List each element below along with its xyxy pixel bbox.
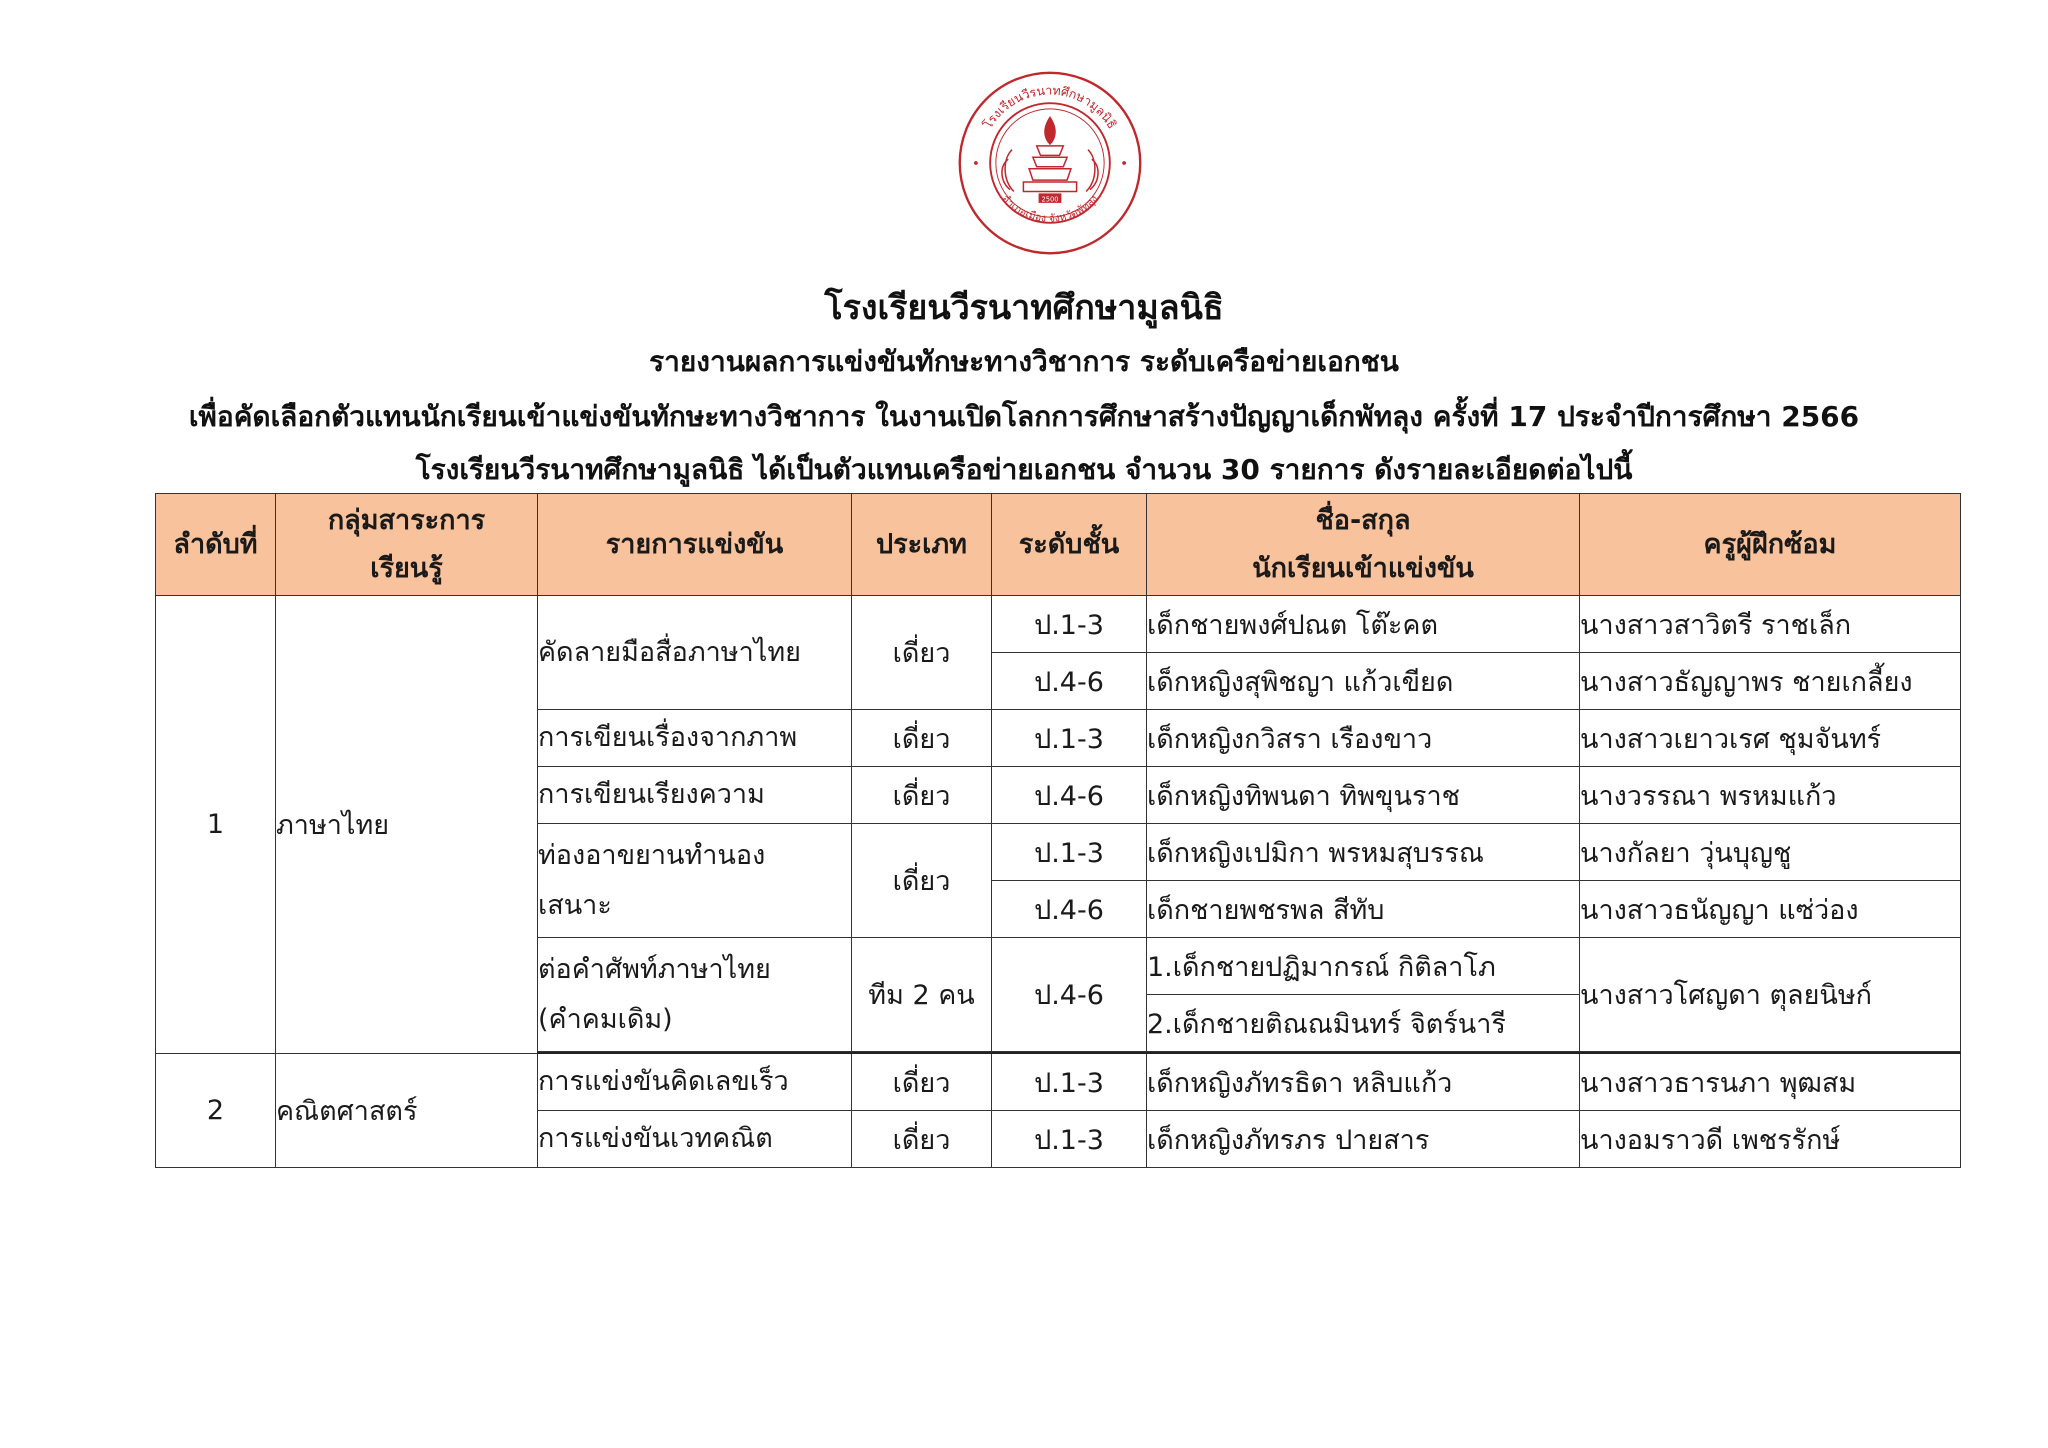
seal-text-top: โรงเรียนวีรนาทศึกษามูลนิธิ — [980, 83, 1120, 132]
table-row — [156, 596, 1961, 653]
coach-name: นางสาวเยาวเรศ ชุมจันทร์ — [1580, 710, 1961, 767]
col-header-coach: ครูผู้ฝึกซ้อม — [1580, 494, 1961, 596]
contest-type: เดี่ยว — [852, 1111, 992, 1168]
col-header-contest: รายการแข่งขัน — [538, 494, 852, 596]
table-row — [156, 1053, 1961, 1111]
seal-year: 2500 — [1041, 195, 1059, 204]
student-name: เด็กหญิงเปมิกา พรหมสุบรรณ — [1147, 824, 1580, 881]
contest-type: เดี่ยว — [852, 767, 992, 824]
grade-level: ป.1-3 — [992, 824, 1147, 881]
coach-name: นางสาวธารนภา พุฒสม — [1580, 1053, 1961, 1111]
student-name: เด็กชายพชรพล สีทับ — [1147, 881, 1580, 938]
contest-name: การเขียนเรื่องจากภาพ — [538, 710, 852, 767]
subject-group: ภาษาไทย — [276, 596, 538, 1054]
school-seal-graphic — [955, 68, 1145, 258]
results-table — [155, 493, 1961, 1168]
grade-level: ป.1-3 — [992, 596, 1147, 653]
contest-name: การเขียนเรียงความ — [538, 767, 852, 824]
table-header-row — [156, 494, 1961, 596]
grade-level: ป.4-6 — [992, 653, 1147, 710]
coach-name: นางสาวสาวิตรี ราชเล็ก — [1580, 596, 1961, 653]
col-header-student-name: ชื่อ-สกุล นักเรียนเข้าแข่งขัน — [1147, 494, 1580, 596]
col-header-subject-group: กลุ่มสาระการ เรียนรู้ — [276, 494, 538, 596]
coach-name: นางสาวธัญญาพร ชายเกลี้ยง — [1580, 653, 1961, 710]
grade-level: ป.4-6 — [992, 938, 1147, 1052]
student-name: เด็กหญิงกวิสรา เรืองขาว — [1147, 710, 1580, 767]
col-header-level: ระดับชั้น — [992, 494, 1147, 596]
student-name: เด็กหญิงทิพนดา ทิพขุนราช — [1147, 767, 1580, 824]
grade-level: ป.1-3 — [992, 1053, 1147, 1111]
report-purpose: เพื่อคัดเลือกตัวแทนนักเรียนเข้าแข่งขันทักษะทางวิชาการ ในงานเปิดโลกการศึกษาสร้างปัญญาเด็กพัทลุง ครั้งที่ 17 ประจำปีการศึกษา 2566 — [188, 400, 1860, 433]
col-header-type: ประเภท — [852, 494, 992, 596]
student-name: เด็กหญิงสุพิชญา แก้วเขียด — [1147, 653, 1580, 710]
contest-name: ต่อคำศัพท์ภาษาไทย (คำคมเดิม) — [538, 938, 852, 1052]
school-seal — [955, 68, 1145, 258]
coach-name: นางวรรณา พรหมแก้ว — [1580, 767, 1961, 824]
student-name: เด็กหญิงภัทรธิดา หลิบแก้ว — [1147, 1053, 1580, 1111]
contest-type: เดี่ยว — [852, 596, 992, 710]
contest-type: เดี่ยว — [852, 710, 992, 767]
grade-level: ป.1-3 — [992, 710, 1147, 767]
contest-type: ทีม 2 คน — [852, 938, 992, 1052]
contest-name: การแข่งขันเวทคณิต — [538, 1111, 852, 1168]
report-title: รายงานผลการแข่งขันทักษะทางวิชาการ ระดับเครือข่ายเอกชน — [649, 345, 1399, 378]
grade-level: ป.4-6 — [992, 881, 1147, 938]
coach-name: นางอมราวดี เพชรรักษ์ — [1580, 1111, 1961, 1168]
section-number: 2 — [156, 1053, 276, 1168]
contest-type: เดี่ยว — [852, 824, 992, 938]
contest-name: ท่องอาขยานทำนอง เสนาะ — [538, 824, 852, 938]
student-name: เด็กชายพงศ์ปณต โต๊ะคต — [1147, 596, 1580, 653]
grade-level: ป.4-6 — [992, 767, 1147, 824]
col-header-no: ลำดับที่ — [156, 494, 276, 596]
coach-name: นางสาวธนัญญา แซ่ว่อง — [1580, 881, 1961, 938]
seal-text-bottom: อำเภอเมือง จังหวัดพัทลุง — [999, 192, 1101, 225]
grade-level: ป.1-3 — [992, 1111, 1147, 1168]
coach-name: นางกัลยา วุ่นบุญชู — [1580, 824, 1961, 881]
school-title: โรงเรียนวีรนาทศึกษามูลนิธิ — [824, 288, 1224, 328]
coach-name: นางสาวโศญดา ตุลยนิษก์ — [1580, 938, 1961, 1052]
student-name: 1.เด็กชายปฏิมากรณ์ กิติลาโภ — [1147, 938, 1580, 995]
subject-group: คณิตศาสตร์ — [276, 1053, 538, 1168]
contest-name: การแข่งขันคิดเลขเร็ว — [538, 1053, 852, 1111]
report-result-summary: โรงเรียนวีรนาทศึกษามูลนิธิ ได้เป็นตัวแทนเครือข่ายเอกชน จำนวน 30 รายการ ดังรายละเอียดต่อไปนี้ — [415, 453, 1633, 486]
contest-type: เดี่ยว — [852, 1053, 992, 1111]
section-number: 1 — [156, 596, 276, 1054]
contest-name: คัดลายมือสื่อภาษาไทย — [538, 596, 852, 710]
student-name: เด็กหญิงภัทรภร ปายสาร — [1147, 1111, 1580, 1168]
student-name: 2.เด็กชายติณณมินทร์ จิตร์นารี — [1147, 995, 1580, 1052]
